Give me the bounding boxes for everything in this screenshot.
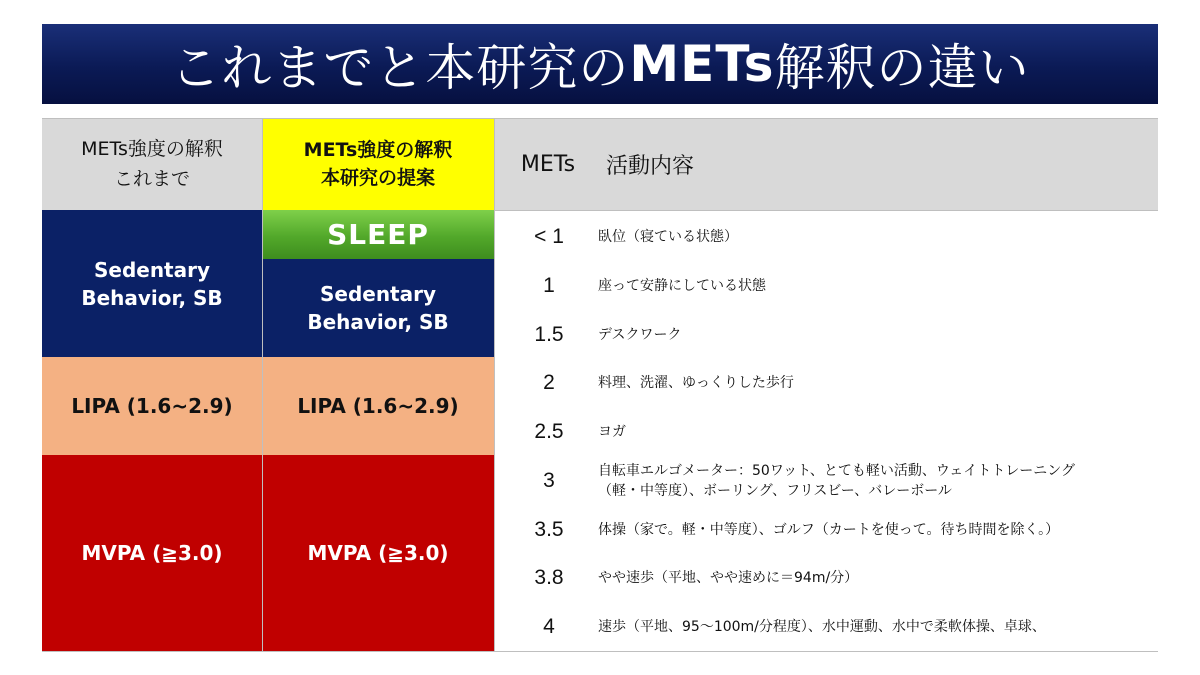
activity-row: [500, 358, 1158, 407]
header-mets: METs: [520, 151, 576, 177]
proposal-sb-line1: Sedentary: [319, 282, 437, 306]
header-bottom-border: [494, 210, 1158, 211]
activity-text: 体操（家で。軽・中等度）、ゴルフ（カートを使って。待ち時間を除く。）: [598, 521, 1060, 538]
previous-sb-line2: Behavior, SB: [81, 285, 223, 310]
activity-row: [500, 261, 1158, 310]
header-activities: [494, 118, 1158, 210]
activity-mets: 1.5: [534, 322, 564, 346]
title-part3: 解釈の違い: [774, 39, 1030, 97]
header-previous-line2: これまで: [113, 168, 190, 190]
activity-mets: < 1: [534, 224, 564, 248]
header-previous: [42, 118, 262, 210]
table-bottom-border: [42, 651, 1158, 652]
activity-row: [500, 310, 1158, 359]
activity-mets: 3.8: [534, 565, 564, 589]
activity-mets: 4: [543, 614, 555, 638]
proposal-lipa: [262, 357, 494, 455]
activity-text: 座って安静にしている状態: [598, 277, 766, 294]
activity-text: デスクワーク: [598, 326, 682, 343]
activity-text: 速歩（平地、95〜100m/分程度）、水中運動、水中で柔軟体操、卓球、: [598, 618, 1046, 635]
activity-row: [500, 407, 1158, 456]
proposal-lipa-label: LIPA (1.6~2.9): [297, 394, 459, 418]
activity-mets: 3: [543, 468, 555, 492]
activity-row: [500, 505, 1158, 554]
activity-row: [500, 456, 1158, 505]
previous-mvpa: [42, 455, 262, 651]
activity-row: [500, 212, 1158, 261]
header-proposal-line2: 本研究の提案: [320, 167, 435, 189]
divider-col2: [494, 118, 495, 651]
activity-text: 自転車エルゴメーター：50ワット、とても軽い活動、ウェイトトレーニング: [598, 462, 1076, 479]
activity-text-block: [598, 461, 1158, 501]
header-previous-line1: METs強度の解釈: [81, 138, 223, 160]
header-activity: 活動内容: [606, 153, 695, 179]
previous-lipa-label: LIPA (1.6~2.9): [71, 394, 233, 418]
proposal-sleep-label: SLEEP: [327, 218, 429, 251]
activity-text: ヨガ: [598, 423, 626, 440]
proposal-sb-line2: Behavior, SB: [307, 310, 449, 334]
title-part1: これまでと本研究の: [170, 39, 630, 97]
activity-mets: 2: [543, 370, 555, 394]
header-proposal-line1: METs強度の解釈: [303, 139, 453, 161]
proposal-mvpa-label: MVPA (≧3.0): [307, 541, 449, 565]
title-banner: [42, 24, 1158, 104]
activity-text: 料理、洗濯、ゆっくりした歩行: [598, 374, 794, 391]
activity-text-line2: （軽・中等度）、ボーリング、フリスビー、バレーボール: [598, 482, 952, 499]
table-top-border: [42, 118, 1158, 119]
title-part2: METs: [629, 35, 775, 93]
previous-sb: [42, 210, 262, 357]
activity-text: 臥位（寝ている状態）: [598, 228, 738, 245]
proposal-sb: [262, 259, 494, 357]
activity-row: [500, 602, 1158, 651]
previous-lipa: [42, 357, 262, 455]
proposal-sleep: [262, 210, 494, 259]
activity-text: やや速歩（平地、やや速めに＝94m/分）: [598, 569, 859, 586]
header-proposal: [262, 118, 494, 210]
activity-mets: 3.5: [534, 517, 564, 541]
activity-mets: 1: [543, 273, 555, 297]
previous-sb-line1: Sedentary: [93, 257, 211, 282]
proposal-mvpa: [262, 455, 494, 651]
divider-col1: [262, 118, 263, 651]
previous-mvpa-label: MVPA (≧3.0): [81, 541, 223, 565]
activity-mets: 2.5: [534, 419, 564, 443]
activity-row: [500, 553, 1158, 602]
